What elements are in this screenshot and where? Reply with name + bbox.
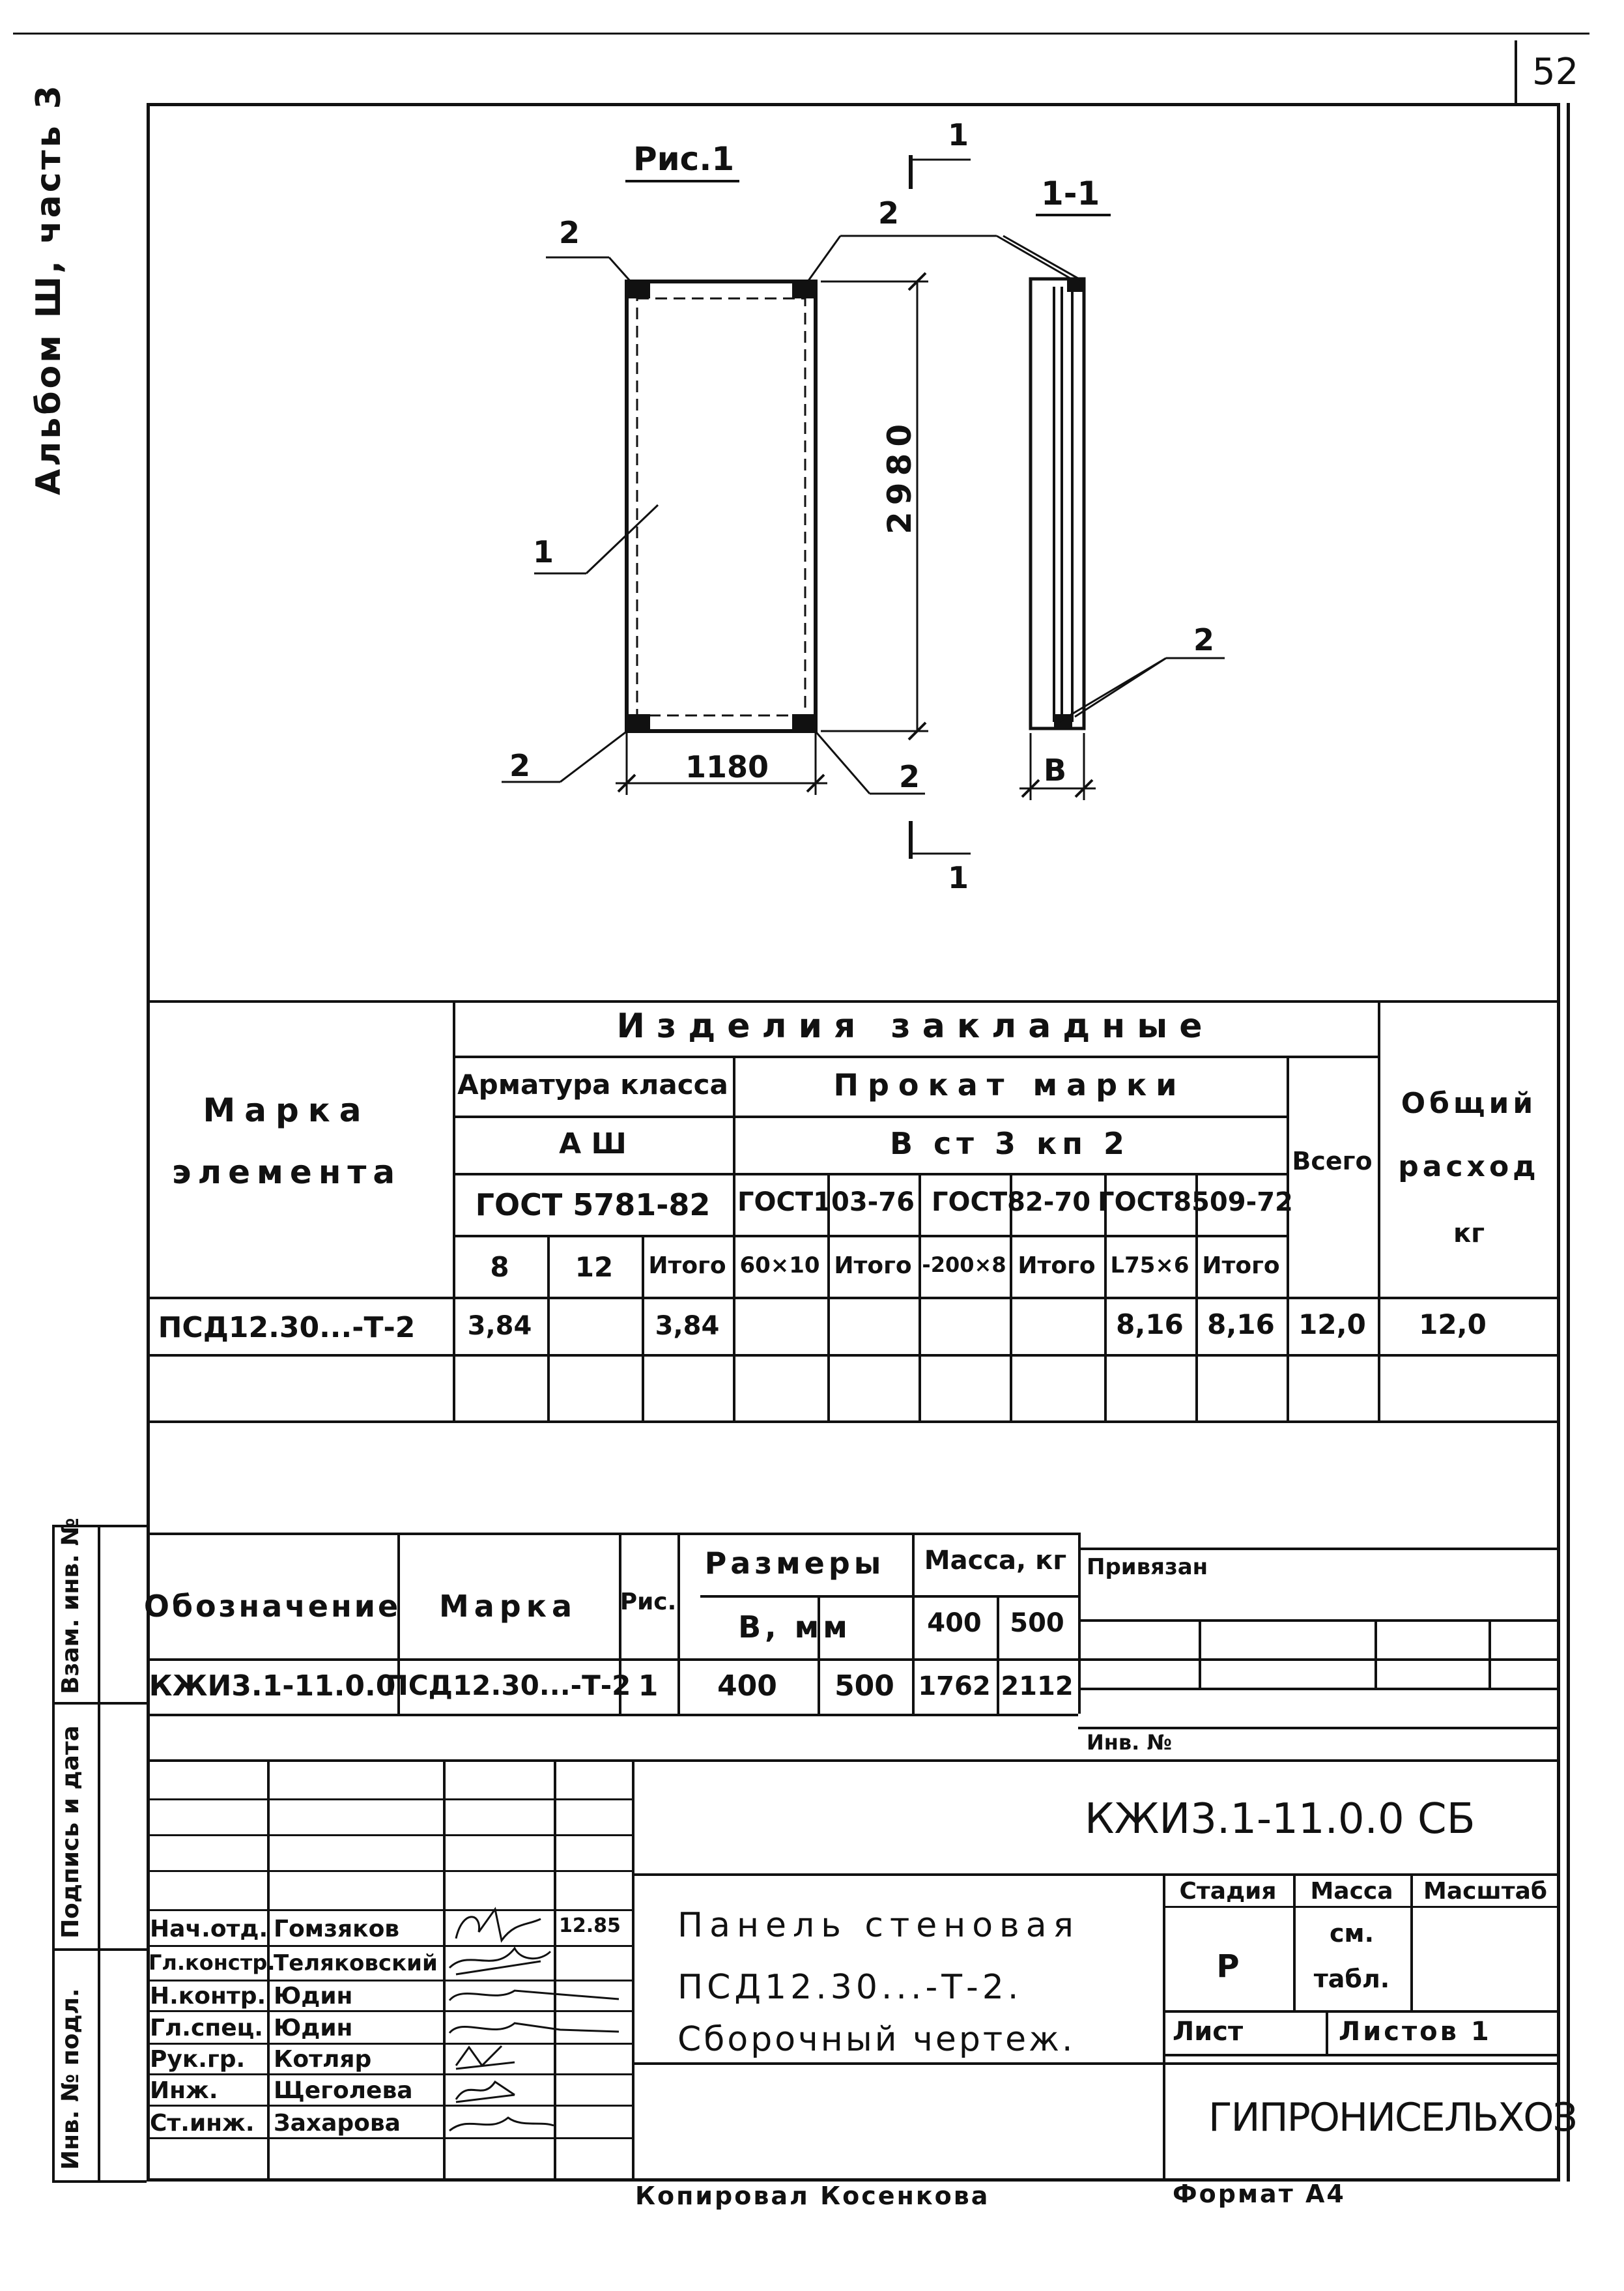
callout-2-right: 2 <box>1193 622 1215 657</box>
signature-2 <box>449 1948 550 1974</box>
copied-by: Копировал Косенкова <box>635 2182 990 2210</box>
staff-name-5: Котляр <box>274 2046 372 2073</box>
mass-label: Масса <box>1310 1878 1393 1905</box>
spec-col-sizes: Размеры <box>704 1546 885 1581</box>
sub-col-8: 8 <box>490 1251 509 1283</box>
sub-col-12: 12 <box>575 1251 614 1283</box>
callout-2-br: 2 <box>899 759 920 794</box>
spec-col-mark: Марка <box>438 1589 578 1624</box>
rolled-title: Прокат марки <box>833 1067 1186 1102</box>
staff-role-6: Инж. <box>150 2077 218 2104</box>
callout-2-top: 2 <box>878 195 900 231</box>
col-total-all: Всего <box>1292 1147 1373 1175</box>
col-general-line1: Общий <box>1401 1087 1537 1120</box>
embedded-parts-header: Изделия закладные <box>616 1007 1214 1046</box>
staff-name-3: Юдин <box>274 1983 353 2010</box>
col-mark-line1: Марка <box>203 1091 371 1129</box>
callout-2-bl: 2 <box>509 748 531 783</box>
staff-name-2: Теляковский <box>274 1950 438 1976</box>
staff-name-1: Гомзяков <box>274 1916 400 1942</box>
signature-4 <box>449 2023 619 2033</box>
sub-col-total-1: Итого <box>648 1252 726 1279</box>
row-c8: 3,84 <box>467 1311 532 1341</box>
row-mark: ПСД12.30...-Т-2 <box>158 1311 416 1344</box>
row-all: 12,0 <box>1298 1308 1366 1340</box>
rebar-gost: ГОСТ 5781-82 <box>475 1187 711 1222</box>
sub-col-60x10: 60×10 <box>739 1252 820 1278</box>
rebar-title: Арматура класса <box>457 1069 728 1101</box>
row-l75: 8,16 <box>1116 1308 1184 1340</box>
col-mark-line2: элемента <box>171 1153 402 1191</box>
binding-title: Привязан <box>1087 1554 1208 1580</box>
approval-date: 12.85 <box>559 1914 621 1937</box>
staff-role-1: Нач.отд. <box>150 1916 268 1942</box>
spec-col-fig: Рис. <box>620 1589 677 1615</box>
spec-m400: 1762 <box>918 1671 991 1701</box>
sheet-label: Лист <box>1173 2017 1244 2047</box>
sub-col-200x8: -200×8 <box>922 1252 1006 1277</box>
staff-name-4: Юдин <box>274 2015 353 2041</box>
spec-mark: ПСД12.30...-Т-2 <box>385 1669 631 1701</box>
spec-mass-400: 400 <box>927 1608 982 1638</box>
organization: ГИПРОНИСЕЛЬХОЗ <box>1208 2095 1576 2140</box>
document-code: КЖИ3.1-11.0.0 СБ <box>1085 1795 1475 1843</box>
callout-2-tl: 2 <box>559 215 580 250</box>
rebar-class: А Ш <box>559 1127 627 1160</box>
sub-col-total-3: Итого <box>1018 1252 1096 1279</box>
spec-b500: 500 <box>834 1669 894 1703</box>
spec-col-designation: Обозначение <box>143 1589 401 1624</box>
spec-designation: КЖИ3.1-11.0.0 <box>149 1669 396 1703</box>
binding-inv: Инв. № <box>1087 1730 1172 1755</box>
figure-title: Рис.1 <box>633 140 735 178</box>
row-general: 12,0 <box>1419 1308 1487 1340</box>
stage-value: Р <box>1216 1948 1240 1985</box>
dim-height: 2980 <box>881 417 919 534</box>
dim-depth: В <box>1044 753 1067 788</box>
col-general-line2: расход <box>1398 1150 1540 1183</box>
mass-value-1: см. <box>1329 1919 1375 1948</box>
side-stamp-replace-inv: Взам. инв. № <box>57 1518 84 1694</box>
page-number: 52 <box>1532 51 1579 93</box>
signature-5 <box>456 2046 515 2069</box>
row-it4: 8,16 <box>1207 1308 1275 1340</box>
scale-label: Масштаб <box>1423 1878 1547 1905</box>
side-stamp-inv-orig: Инв. № подл. <box>57 1988 84 2170</box>
gost-82: ГОСТ82-70 <box>931 1187 1091 1217</box>
panel-name-line1: Панель стеновая <box>677 1906 1080 1945</box>
sub-col-total-2: Итого <box>834 1252 912 1279</box>
spec-col-sizes-sub: В, мм <box>738 1609 851 1645</box>
format-label: Формат А4 <box>1173 2180 1346 2208</box>
rolled-grade: В ст 3 кп 2 <box>889 1126 1130 1161</box>
gost-8509: ГОСТ8509-72 <box>1098 1187 1293 1217</box>
callout-1: 1 <box>533 534 554 569</box>
panel-name-line2: ПСД12.30...-Т-2. <box>677 1968 1023 2007</box>
sheets-label: Листов 1 <box>1339 2017 1492 2047</box>
staff-name-6: Щеголева <box>274 2077 413 2104</box>
row-it1: 3,84 <box>655 1311 720 1341</box>
staff-role-5: Рук.гр. <box>150 2046 246 2073</box>
staff-role-7: Ст.инж. <box>150 2110 255 2137</box>
section-title: 1-1 <box>1041 175 1100 212</box>
album-label: Альбом Ш, часть 3 <box>29 83 68 495</box>
side-stamp-signature-date: Подпись и дата <box>57 1725 84 1938</box>
gost-103: ГОСТ103-76 <box>737 1187 915 1217</box>
sub-col-total-4: Итого <box>1202 1252 1280 1279</box>
stage-label: Стадия <box>1179 1878 1277 1905</box>
spec-mass-500: 500 <box>1010 1608 1064 1638</box>
signature-7 <box>449 2118 554 2131</box>
col-general-line3: кг <box>1453 1218 1485 1248</box>
staff-role-2: Гл.констр. <box>149 1950 276 1975</box>
signature-1 <box>456 1909 541 1940</box>
spec-fig: 1 <box>638 1669 659 1703</box>
spec-b400: 400 <box>717 1669 777 1703</box>
cut-label-top: 1 <box>948 117 969 152</box>
staff-role-3: Н.контр. <box>150 1983 266 2010</box>
sub-col-l75x6: L75×6 <box>1110 1252 1190 1278</box>
signature-3 <box>449 1991 619 2000</box>
spec-m500: 2112 <box>1001 1671 1074 1701</box>
staff-name-7: Захарова <box>274 2110 401 2137</box>
signature-6 <box>456 2082 515 2102</box>
spec-col-mass: Масса, кг <box>924 1546 1067 1576</box>
staff-role-4: Гл.спец. <box>150 2015 263 2041</box>
cut-label-bottom: 1 <box>948 860 969 895</box>
dim-width: 1180 <box>685 749 769 785</box>
mass-value-2: табл. <box>1313 1965 1390 1993</box>
panel-name-line3: Сборочный чертеж. <box>677 2020 1076 2059</box>
